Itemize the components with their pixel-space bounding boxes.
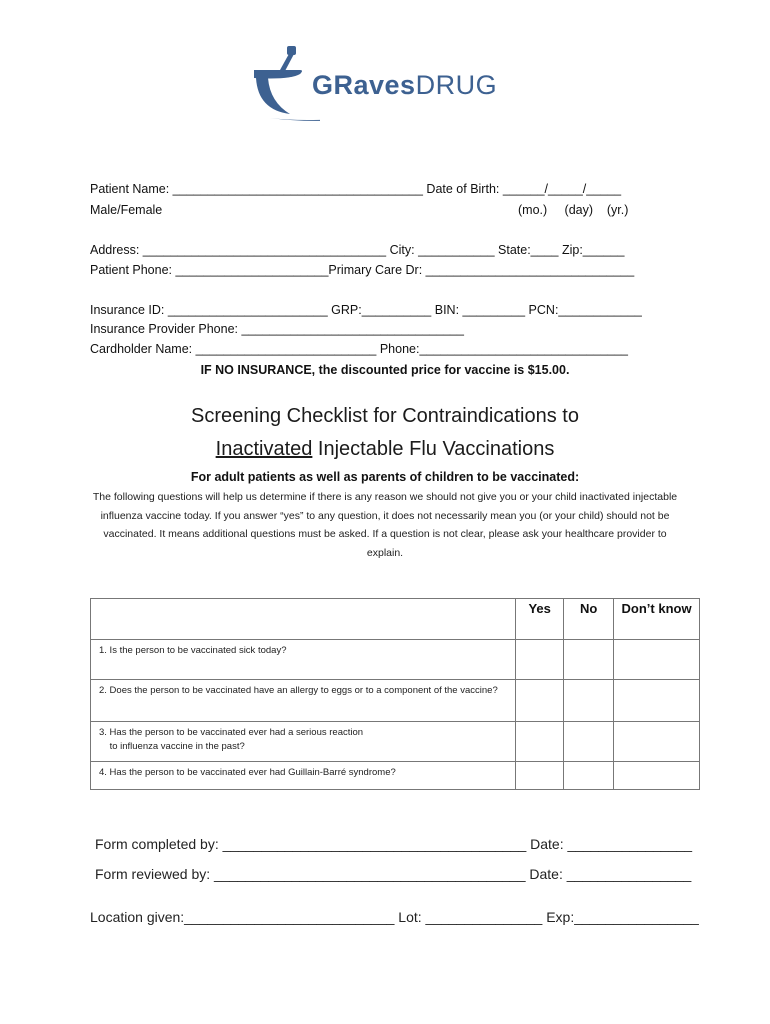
yes-checkbox-cell[interactable] <box>516 640 564 680</box>
yes-checkbox-cell[interactable] <box>516 762 564 790</box>
insurance-phone-line: Insurance Provider Phone: ________________________________ <box>90 322 464 336</box>
question-column-header <box>91 599 516 640</box>
yes-checkbox-cell[interactable] <box>516 722 564 762</box>
subheading: For adult patients as well as parents of children to be vaccinated: <box>190 470 580 484</box>
location-lot-exp-line: Location given:___________________________ Lot: _______________ Exp:________________ <box>90 909 699 925</box>
question-text: 3. Has the person to be vaccinated ever had a serious reaction to influenza vaccine in the past? <box>91 722 516 762</box>
address-line: Address: ___________________________________ City: ___________ State:____ Zip:______ <box>90 243 625 257</box>
yes-checkbox-cell[interactable] <box>516 680 564 722</box>
no-checkbox-cell[interactable] <box>564 680 614 722</box>
question-text: 4. Has the person to be vaccinated ever had Guillain-Barré syndrome? <box>91 762 516 790</box>
form-completed-by-line: Form completed by: _______________________________________ Date: ________________ <box>95 836 693 852</box>
table-row <box>91 762 700 790</box>
no-checkbox-cell[interactable] <box>564 762 614 790</box>
intro-paragraph: The following questions will help us determine if there is any reason we should not give you or your child inactivated injectable influenza vaccine today. If you answer “yes” to any question, it does not necessarily mean you (or your child) should not be vaccinated. It means additional questions must be asked. If a question is not clear, please ask your healthcare provider to explain. <box>92 491 678 559</box>
table-row <box>91 640 700 680</box>
sex-label: Male/Female <box>90 203 163 217</box>
dont-know-column-header: Don’t know <box>614 599 700 640</box>
table-row <box>91 680 700 722</box>
form-reviewed-by-line: Form reviewed by: ________________________________________ Date: ________________ <box>95 866 692 882</box>
no-insurance-note: IF NO INSURANCE, the discounted price for vaccine is $15.00. <box>200 363 570 377</box>
dont-know-checkbox-cell[interactable] <box>614 762 700 790</box>
question-text: 1. Is the person to be vaccinated sick today? <box>91 640 516 680</box>
dob-format-label: (mo.) (day) (yr.) <box>518 203 629 217</box>
gravesdrug-logo <box>250 40 530 122</box>
question-text: 2. Does the person to be vaccinated have an allergy to eggs or to a component of the vaccine? <box>91 680 516 722</box>
no-column-header: No <box>564 599 614 640</box>
screening-checklist-table <box>90 598 700 790</box>
dont-know-checkbox-cell[interactable] <box>614 680 700 722</box>
patient-name-dob-line: Patient Name: ____________________________________ Date of Birth: ______/_____/_____ <box>90 182 622 196</box>
no-checkbox-cell[interactable] <box>564 640 614 680</box>
insurance-id-line: Insurance ID: _______________________ GRP:__________ BIN: _________ PCN:____________ <box>90 303 642 317</box>
page-title-line1: Screening Checklist for Contraindications to <box>191 405 579 427</box>
table-header-row <box>91 599 700 640</box>
dont-know-checkbox-cell[interactable] <box>614 640 700 680</box>
dont-know-checkbox-cell[interactable] <box>614 722 700 762</box>
mortar-pestle-icon <box>250 40 320 122</box>
no-checkbox-cell[interactable] <box>564 722 614 762</box>
cardholder-line: Cardholder Name: __________________________ Phone:______________________________ <box>90 342 629 356</box>
table-row <box>91 722 700 762</box>
phone-doctor-line: Patient Phone: ______________________Primary Care Dr: ______________________________ <box>90 263 635 277</box>
page-title-line2: Inactivated Injectable Flu Vaccinations <box>215 438 555 460</box>
logo-wordmark: GRavesDRUG <box>312 70 498 100</box>
yes-column-header: Yes <box>516 599 564 640</box>
